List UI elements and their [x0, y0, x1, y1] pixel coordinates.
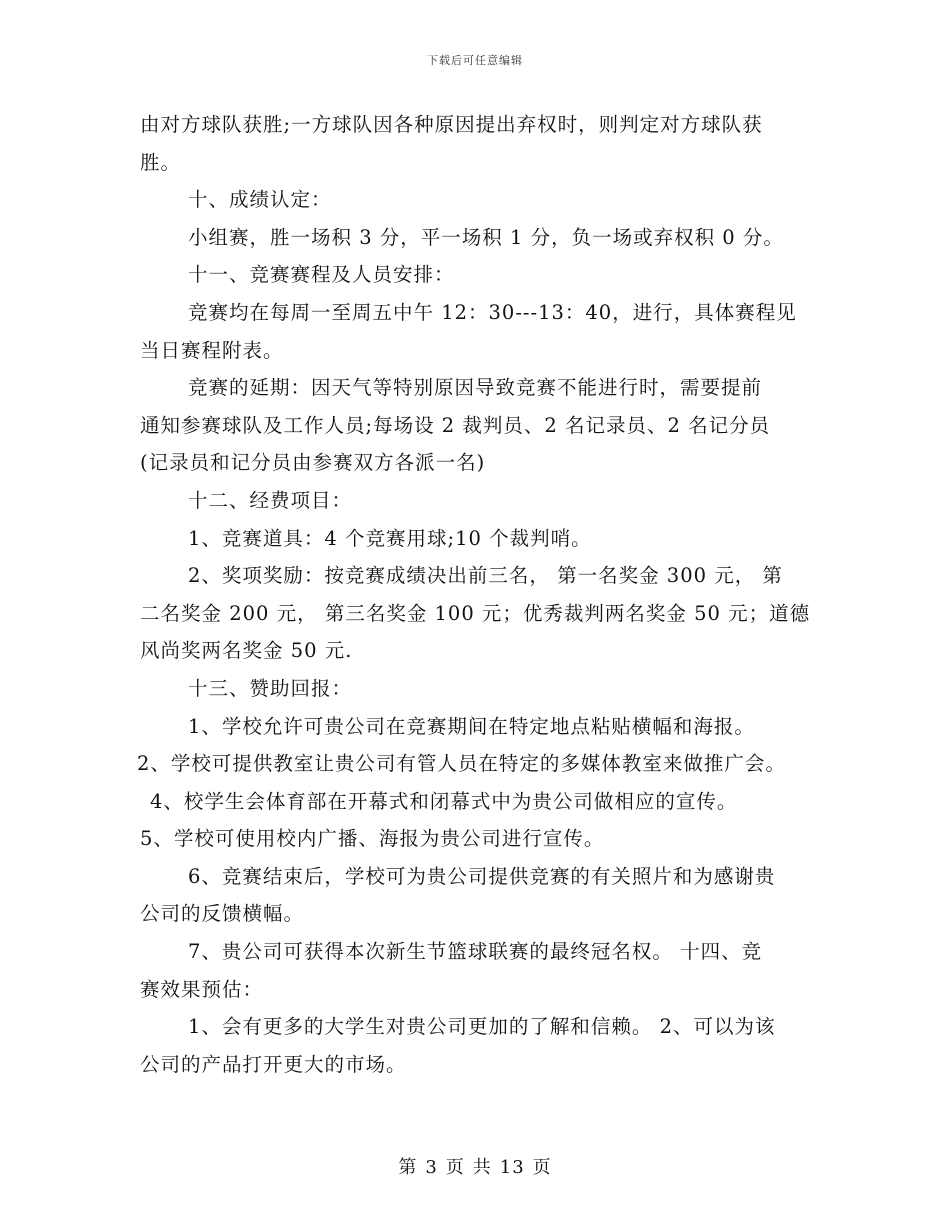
- text-line: 赛效果预估：: [140, 977, 264, 1001]
- page-footer: [0, 1153, 950, 1179]
- text-line: 二名奖金 200 元， 第三名奖金 100 元；优秀裁判两名奖金 50 元；道德: [140, 601, 811, 625]
- section-heading: 十三、赞助回报：: [188, 676, 353, 700]
- text-line: 当日赛程附表。: [140, 338, 284, 362]
- text-line: 竞赛均在每周一至周五中午 12：30---13：40，进行，具体赛程见: [188, 300, 797, 324]
- section-heading: 十一、竞赛赛程及人员安排：: [188, 263, 455, 287]
- total-pages: 13: [499, 1157, 525, 1178]
- text-line: 1、竞赛道具：4 个竞赛用球;10 个裁判哨。: [188, 526, 592, 550]
- text-line: 7、贵公司可获得本次新生节篮球联赛的最终冠名权。 十四、竞: [188, 940, 763, 964]
- text-line: 1、会有更多的大学生对贵公司更加的了解和信赖。 2、可以为该: [188, 1015, 776, 1039]
- section-heading: 十二、经费项目：: [188, 488, 353, 512]
- text-line: 2、奖项奖励：按竞赛成绩决出前三名， 第一名奖金 300 元， 第: [188, 564, 783, 588]
- text-line: 小组赛，胜一场积 3 分，平一场积 1 分，负一场或弃权积 0 分。: [188, 225, 784, 249]
- page-label: 第: [398, 1157, 418, 1178]
- page-header: 下载后可任意编辑: [427, 54, 523, 67]
- page-number: 3: [425, 1157, 438, 1178]
- text-line: (记录员和记分员由参赛双方各派一名): [140, 451, 486, 475]
- total-label: 共: [472, 1157, 492, 1178]
- text-line: 竞赛的延期：因天气等特别原因导致竞赛不能进行时，需要提前: [188, 376, 763, 400]
- text-line: 由对方球队获胜;一方球队因各种原因提出弃权时，则判定对方球队获: [140, 113, 763, 136]
- document-body: [137, 106, 820, 1083]
- section-heading: 十、成绩认定：: [188, 188, 332, 212]
- total-unit: 页: [532, 1157, 552, 1178]
- text-line: 公司的产品打开更大的市场。: [140, 1052, 407, 1076]
- text-line: 1、学校允许可贵公司在竞赛期间在特定地点粘贴横幅和海报。: [188, 714, 755, 738]
- page-unit: 页: [445, 1157, 465, 1178]
- text-line: 胜。: [140, 150, 182, 174]
- text-line: 2、学校可提供教室让贵公司有管人员在特定的多媒体教室来做推广会。: [137, 752, 786, 776]
- text-line: 通知参赛球队及工作人员;每场设 2 裁判员、2 名记录员、2 名记分员: [140, 413, 771, 437]
- text-line: 5、学校可使用校内广播、海报为贵公司进行宣传。: [140, 827, 605, 851]
- text-line: 公司的反馈横幅。: [140, 902, 305, 926]
- text-line: 4、校学生会体育部在开幕式和闭幕式中为贵公司做相应的宣传。: [150, 789, 738, 813]
- text-line: 6、竞赛结束后，学校可为贵公司提供竞赛的有关照片和为感谢贵: [188, 864, 776, 888]
- text-line: 风尚奖两名奖金 50 元.: [140, 639, 353, 663]
